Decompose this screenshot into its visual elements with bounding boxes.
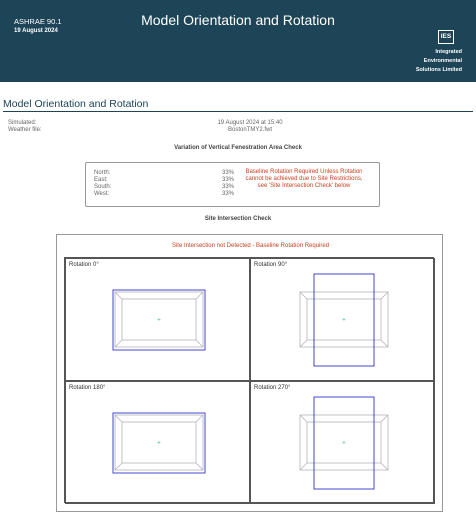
center-marker: + <box>156 440 162 446</box>
simulated-label: Simulated: <box>8 120 37 126</box>
direction-label: South: <box>94 184 112 190</box>
ies-logo: IES <box>438 30 454 44</box>
warning-line: cannot be achieved due to Site Restrictions, <box>245 176 363 182</box>
simulated-value: 19 August 2024 at 15:40 <box>217 120 283 126</box>
center-marker: + <box>156 317 162 323</box>
direction-value: 33% <box>221 191 234 197</box>
company-line: Solutions Limited <box>415 67 462 73</box>
rotation-270-diagram <box>251 382 436 505</box>
center-marker: + <box>341 440 347 446</box>
direction-label: East: <box>94 177 108 183</box>
warning-line: Baseline Rotation Required Unless Rotation <box>245 169 363 175</box>
rotation-180-panel <box>65 381 250 504</box>
report-date: 19 August 2024 <box>14 28 58 34</box>
rotation-270-panel <box>250 381 435 504</box>
direction-value: 33% <box>221 177 234 183</box>
fenestration-check-box <box>85 162 380 207</box>
section-title: Model Orientation and Rotation <box>3 98 149 110</box>
warning-line: see 'Site Intersection Check' below <box>257 183 351 189</box>
rotation-label: Rotation 180° <box>69 385 106 391</box>
banner-title: Model Orientation and Rotation <box>141 12 335 28</box>
rotation-label: Rotation 0° <box>69 262 99 268</box>
weather-file-value: BostonTMY2.fwt <box>227 127 272 133</box>
direction-label: West: <box>94 191 110 197</box>
fenestration-check-title: Variation of Vertical Fenestration Area Check <box>174 145 302 151</box>
rotation-90-diagram <box>251 259 436 382</box>
site-check-title: Site Intersection Check <box>204 216 272 222</box>
rotation-label: Rotation 270° <box>254 385 291 391</box>
site-check-message: Site Intersection not Detected - Baseline Rotation Required <box>171 243 330 249</box>
rotation-0-diagram <box>66 259 251 382</box>
direction-value: 33% <box>221 184 234 190</box>
rotation-label: Rotation 90° <box>254 262 288 268</box>
company-line: Environmental <box>423 58 462 64</box>
report-banner <box>0 0 476 82</box>
section-divider <box>3 111 473 112</box>
rotation-0-panel <box>65 258 250 381</box>
rotation-grid <box>64 257 434 503</box>
direction-label: North: <box>94 170 111 176</box>
rotation-90-panel <box>250 258 435 381</box>
rotation-warning-message <box>234 169 374 190</box>
center-marker: + <box>341 317 347 323</box>
rotation-180-diagram <box>66 382 251 505</box>
company-line: Integrated <box>435 49 462 55</box>
weather-file-label: Weather file: <box>8 127 42 133</box>
direction-value: 33% <box>221 170 234 176</box>
standard-name: ASHRAE 90.1 <box>14 17 62 26</box>
company-name <box>416 48 462 75</box>
